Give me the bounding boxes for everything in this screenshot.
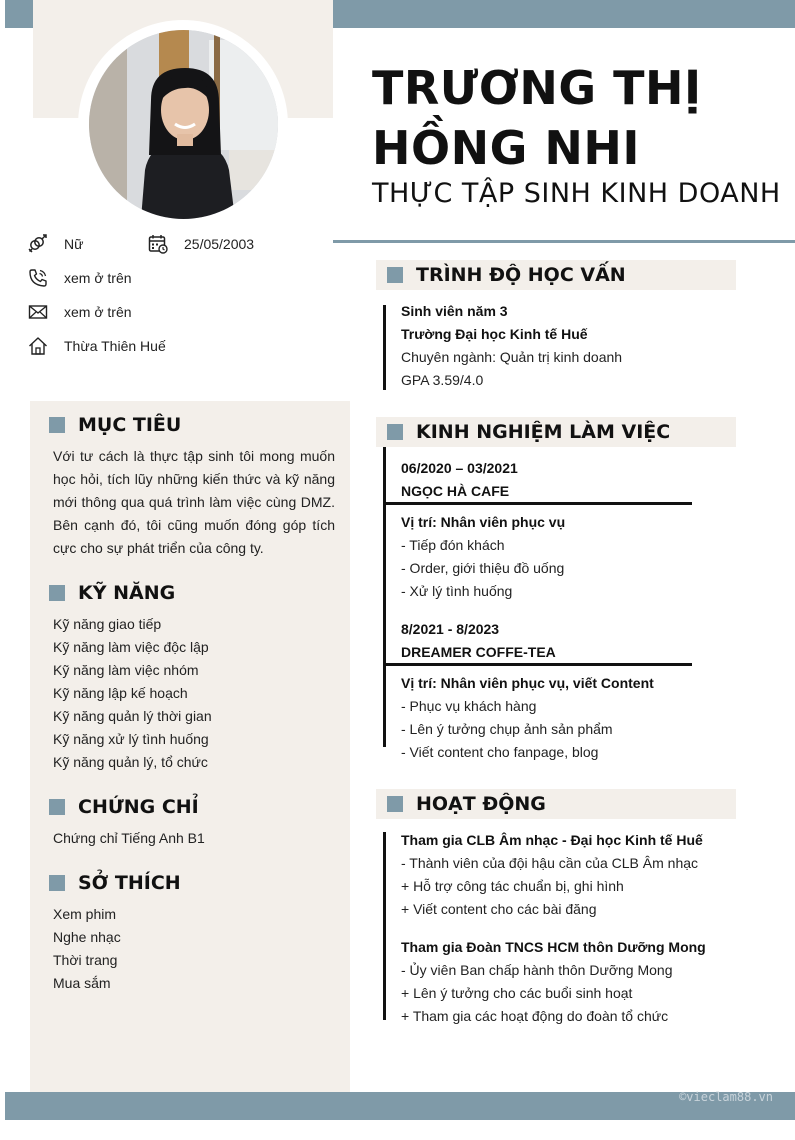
list-item: Kỹ năng quản lý thời gian [53, 708, 212, 724]
job-company: DREAMER COFFE-TEA [401, 644, 556, 660]
experience-title: KINH NGHIỆM LÀM VIỆC [416, 421, 671, 443]
activity-line: + Viết content cho các bài đăng [401, 901, 597, 917]
certificates-list [53, 827, 205, 850]
address-value: Thừa Thiên Huế [64, 338, 166, 354]
job-duty: - Order, giới thiệu đồ uống [401, 560, 565, 576]
candidate-name [372, 58, 772, 178]
contact-address [28, 336, 166, 356]
activity-line: - Thành viên của đội hậu cần của CLB Âm nhạc [401, 855, 699, 871]
education-school: Trường Đại học Kinh tế Huế [401, 326, 588, 342]
activity-line: + Hỗ trợ công tác chuẩn bị, ghi hình [401, 878, 624, 894]
contact-gender [28, 234, 83, 254]
gender-icon [28, 234, 48, 254]
list-item: Nghe nhạc [53, 929, 121, 945]
education-major: Chuyên ngành: Quản trị kinh doanh [401, 349, 623, 365]
calendar-icon [148, 234, 168, 254]
job-company: NGỌC HÀ CAFE [401, 483, 510, 499]
objective-text: Với tư cách là thực tập sinh tôi mong muốn học hỏi, tích lũy những kiến thức và kỹ năng mới thông qua quá trình làm việc cùng DMZ. Bên cạnh đó, tôi cũng muốn đóng góp tích cực cho sự phát triển của công ty. [53, 448, 335, 556]
mail-icon [28, 302, 48, 322]
bottom-accent-bar [5, 1092, 795, 1120]
section-square-icon [387, 796, 403, 812]
skills-list [53, 613, 212, 774]
section-square-icon [49, 875, 65, 891]
list-item: Kỹ năng xử lý tình huống [53, 731, 209, 747]
activity-line: + Lên ý tưởng cho các buổi sinh hoạt [401, 985, 633, 1001]
objective-heading [49, 414, 181, 436]
list-item: Kỹ năng giao tiếp [53, 616, 162, 632]
list-item: Kỹ năng quản lý, tổ chức [53, 754, 208, 770]
job-duty: - Lên ý tưởng chụp ảnh sản phẩm [401, 721, 613, 737]
header-divider [333, 240, 795, 243]
list-item: Thời trang [53, 952, 118, 968]
job-period: 8/2021 - 8/2023 [401, 621, 500, 637]
phone-value: xem ở trên [64, 270, 132, 286]
contact-phone [28, 268, 132, 288]
job-duty: - Xử lý tình huống [401, 583, 513, 599]
list-item: Kỹ năng làm việc độc lập [53, 639, 209, 655]
list-item: Kỹ năng lập kế hoạch [53, 685, 188, 701]
avatar-photo-illustration [89, 30, 278, 219]
birthday-value: 25/05/2003 [184, 236, 255, 252]
job-period: 06/2020 – 03/2021 [401, 460, 518, 476]
hobbies-heading [49, 872, 181, 894]
certificates-heading [49, 796, 199, 818]
experience-heading [376, 417, 736, 447]
activity-line: - Ủy viên Ban chấp hành thôn Dưỡng Mong [401, 962, 673, 978]
job-divider [385, 663, 692, 666]
job-duty: - Viết content cho fanpage, blog [401, 744, 599, 760]
job-duty: - Phục vụ khách hàng [401, 698, 537, 714]
education-timeline-line [383, 305, 386, 390]
activity-name: Tham gia CLB Âm nhạc - Đại học Kinh tế Huế [401, 832, 703, 848]
education-gpa: GPA 3.59/4.0 [401, 372, 484, 388]
objective-title: MỤC TIÊU [78, 414, 182, 436]
section-square-icon [49, 417, 65, 433]
activities-timeline-line [383, 832, 386, 1020]
job-position: Vị trí: Nhân viên phục vụ, viết Content [401, 675, 654, 691]
experience-timeline-line [383, 447, 386, 747]
list-item: Xem phim [53, 906, 117, 922]
watermark: ©vieclam88.vn [679, 1090, 773, 1104]
phone-icon [28, 268, 48, 288]
name-line-1: TRƯƠNG THỊ [372, 61, 702, 115]
job-duty: - Tiếp đón khách [401, 537, 505, 553]
education-title: TRÌNH ĐỘ HỌC VẤN [416, 264, 626, 286]
list-item: Chứng chỉ Tiếng Anh B1 [53, 830, 205, 846]
contact-birthday [148, 234, 254, 254]
activity-name: Tham gia Đoàn TNCS HCM thôn Dưỡng Mong [401, 939, 706, 955]
section-square-icon [49, 585, 65, 601]
education-year: Sinh viên năm 3 [401, 303, 508, 319]
activities-heading [376, 789, 736, 819]
activity-line: + Tham gia các hoạt động do đoàn tổ chức [401, 1008, 669, 1024]
hobbies-title: SỞ THÍCH [78, 872, 181, 894]
contact-email [28, 302, 132, 322]
section-square-icon [387, 424, 403, 440]
section-square-icon [387, 267, 403, 283]
name-line-2: HỒNG NHI [372, 121, 640, 175]
job-position: Vị trí: Nhân viên phục vụ [401, 514, 566, 530]
gender-value: Nữ [64, 236, 84, 252]
skills-title: KỸ NĂNG [78, 582, 176, 604]
hobbies-list [53, 903, 121, 995]
email-value: xem ở trên [64, 304, 132, 320]
job-divider [385, 502, 692, 505]
activities-title: HOẠT ĐỘNG [416, 793, 546, 815]
list-item: Mua sắm [53, 975, 111, 991]
job-title: THỰC TẬP SINH KINH DOANH [372, 178, 781, 209]
list-item: Kỹ năng làm việc nhóm [53, 662, 199, 678]
certificates-title: CHỨNG CHỈ [78, 796, 199, 818]
avatar [89, 30, 278, 219]
skills-heading [49, 582, 175, 604]
education-heading [376, 260, 736, 290]
home-icon [28, 336, 48, 356]
section-square-icon [49, 799, 65, 815]
